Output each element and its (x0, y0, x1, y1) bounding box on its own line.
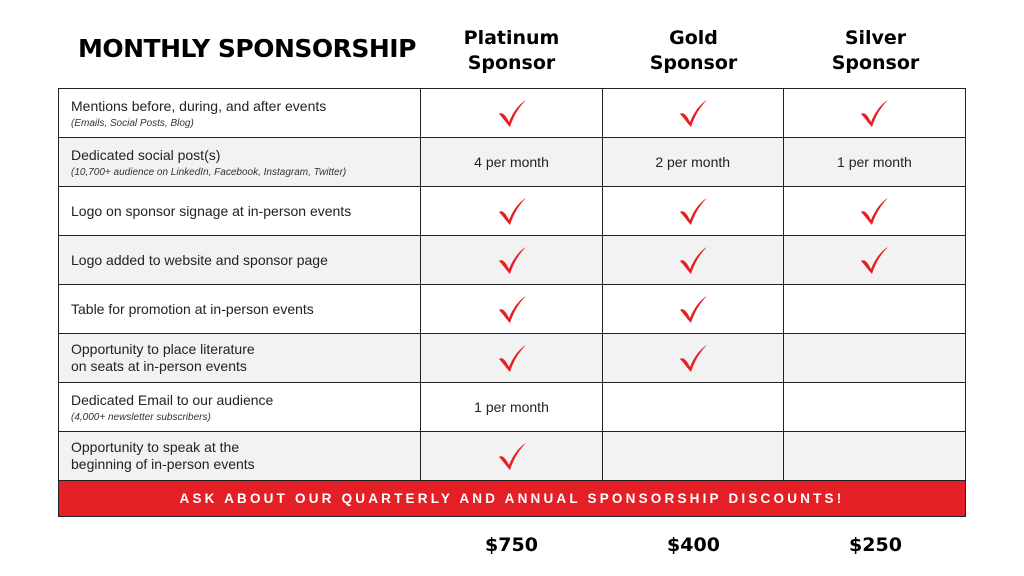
tier-cell-silver (784, 383, 965, 431)
page-title: MONTHLY SPONSORSHIP (78, 34, 416, 63)
feature-label: Logo on sponsor signage at in-person events (71, 202, 352, 219)
feature-cell (59, 285, 421, 333)
feature-cell (59, 138, 421, 186)
table-row (59, 89, 965, 138)
tier-cell-platinum (421, 334, 602, 382)
checkmark-icon (496, 195, 528, 227)
price-silver: $250 (849, 534, 902, 556)
feature-cell (59, 187, 421, 235)
table-row (59, 285, 965, 334)
tier-value: 4 per month (474, 154, 549, 170)
feature-cell (59, 383, 421, 431)
checkmark-icon (677, 293, 709, 325)
tier-value: 1 per month (837, 154, 912, 170)
feature-label: Dedicated social post(s) (71, 146, 221, 163)
checkmark-icon (496, 97, 528, 129)
checkmark-icon (677, 342, 709, 374)
tier-name-line2: Sponsor (649, 52, 738, 74)
feature-label: Opportunity to place literature on seats at in-person events (71, 341, 255, 374)
table-row (59, 334, 965, 383)
tier-header-platinum (421, 26, 602, 76)
tier-cell-platinum (421, 89, 602, 137)
checkmark-icon (496, 440, 528, 472)
tier-cell-gold (603, 236, 784, 284)
tier-cell-gold (603, 89, 784, 137)
tier-cell-platinum (421, 236, 602, 284)
feature-label: Dedicated Email to our audience (71, 391, 274, 408)
tier-cell-silver (784, 334, 965, 382)
tier-value: 1 per month (474, 399, 549, 415)
feature-cell (59, 89, 421, 137)
tier-header-silver (785, 26, 966, 76)
checkmark-icon (496, 244, 528, 276)
checkmark-icon (677, 195, 709, 227)
tier-cell-silver (784, 432, 965, 480)
price-platinum: $750 (485, 534, 538, 556)
tier-cell-platinum (421, 285, 602, 333)
tier-cell-platinum (421, 383, 602, 431)
checkmark-icon (677, 97, 709, 129)
tier-cell-gold (603, 187, 784, 235)
tier-cell-gold (603, 383, 784, 431)
tier-cell-gold (603, 285, 784, 333)
checkmark-icon (858, 97, 890, 129)
tier-name-line1: Platinum (463, 27, 560, 49)
table-row (59, 432, 965, 481)
checkmark-icon (677, 244, 709, 276)
tier-cell-gold (603, 432, 784, 480)
tier-cell-gold (603, 334, 784, 382)
tier-cell-silver (784, 89, 965, 137)
tier-name-line2: Sponsor (831, 52, 920, 74)
sponsorship-table (58, 88, 966, 517)
price-gold: $400 (667, 534, 720, 556)
feature-label: Table for promotion at in-person events (71, 300, 314, 317)
tier-name-line1: Gold (669, 27, 718, 49)
tier-cell-silver (784, 138, 965, 186)
feature-label: Logo added to website and sponsor page (71, 251, 328, 268)
feature-cell (59, 236, 421, 284)
table-row (59, 187, 965, 236)
checkmark-icon (496, 342, 528, 374)
tier-cell-platinum (421, 187, 602, 235)
feature-label: Mentions before, during, and after events (71, 97, 327, 114)
feature-note: (Emails, Social Posts, Blog) (71, 117, 194, 129)
feature-note: (4,000+ newsletter subscribers) (71, 411, 211, 423)
feature-note: (10,700+ audience on LinkedIn, Facebook, Instagram, Twitter) (71, 166, 347, 178)
tier-name-line1: Silver (844, 27, 907, 49)
checkmark-icon (858, 195, 890, 227)
tier-value: 2 per month (655, 154, 731, 170)
tier-cell-silver (784, 187, 965, 235)
table-row (59, 383, 965, 432)
tier-cell-gold (603, 138, 784, 186)
table-row (59, 236, 965, 285)
tier-cell-silver (784, 285, 965, 333)
discount-banner: ASK ABOUT OUR QUARTERLY AND ANNUAL SPONSORSHIP DISCOUNTS! (59, 481, 965, 516)
feature-label: Opportunity to speak at the beginning of in-person events (71, 439, 255, 472)
tier-cell-silver (784, 236, 965, 284)
tier-cell-platinum (421, 432, 602, 480)
feature-cell (59, 334, 421, 382)
checkmark-icon (496, 293, 528, 325)
feature-cell (59, 432, 421, 480)
tier-cell-platinum (421, 138, 602, 186)
table-row (59, 138, 965, 187)
tier-header-gold (603, 26, 784, 76)
tier-name-line2: Sponsor (467, 52, 556, 74)
checkmark-icon (858, 244, 890, 276)
